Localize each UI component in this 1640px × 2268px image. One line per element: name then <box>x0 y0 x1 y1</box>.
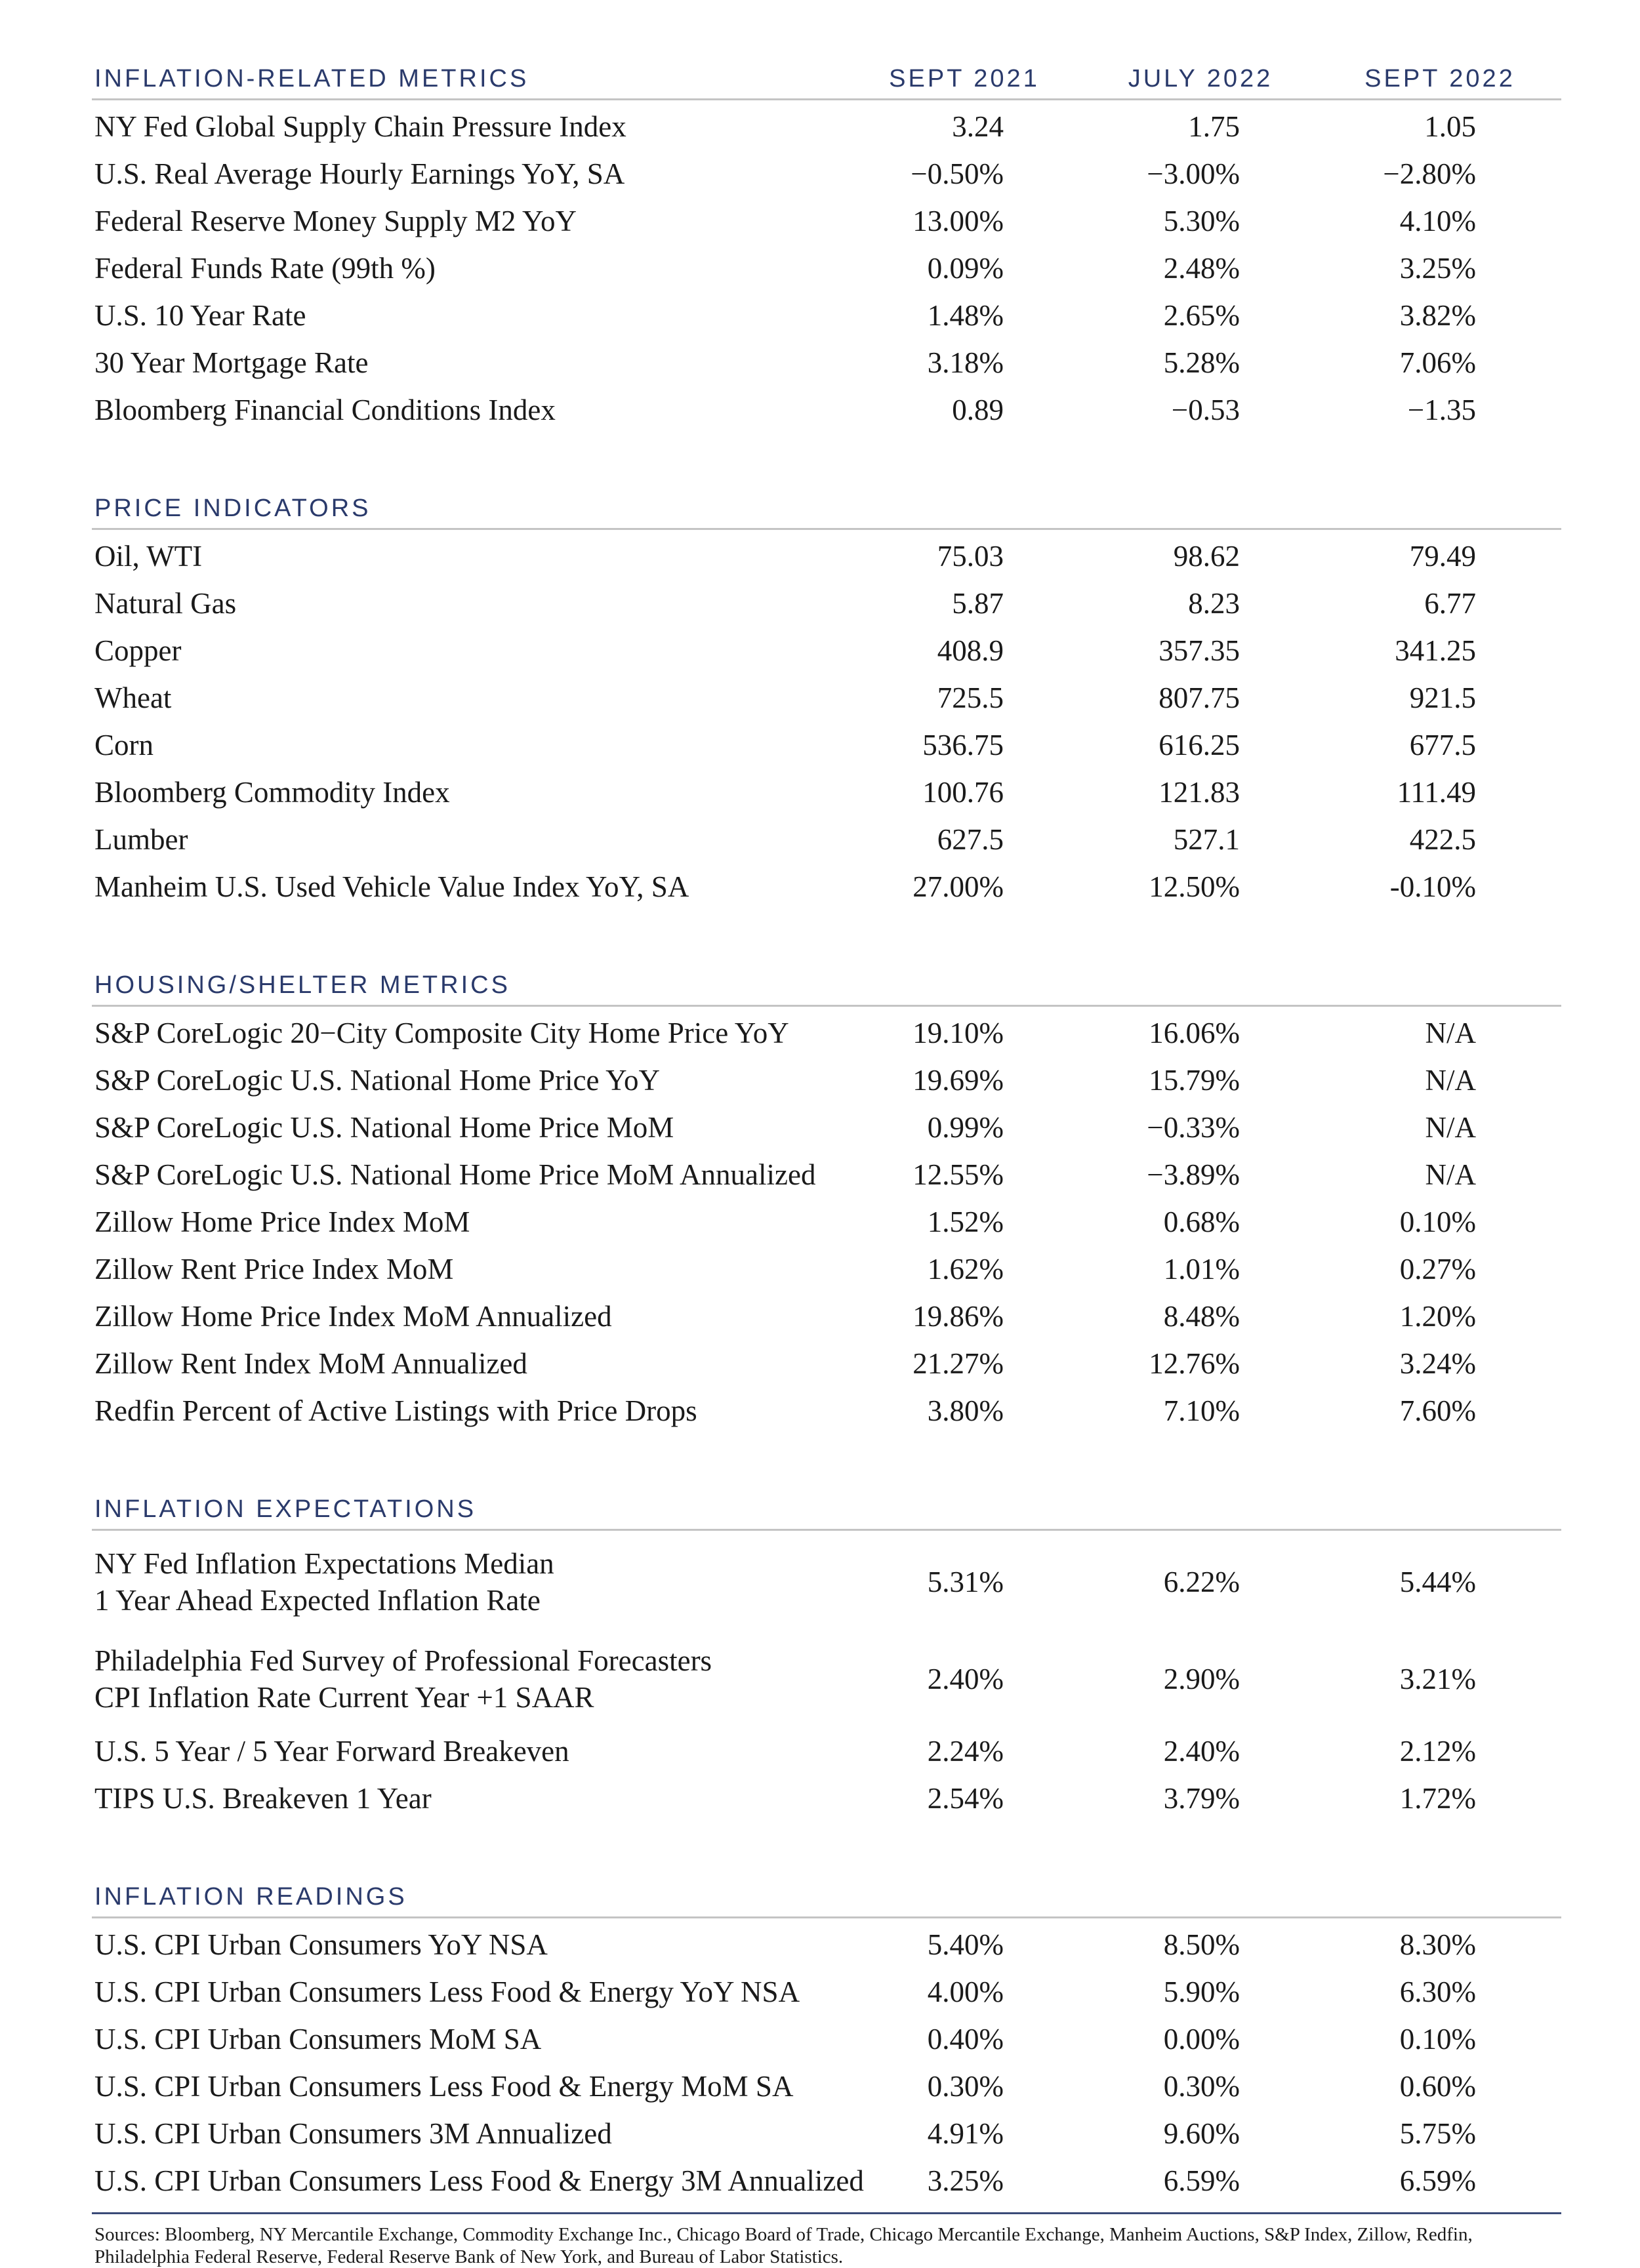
section-title: PRICE INDICATORS <box>94 495 371 522</box>
row-label: U.S. 10 Year Rate <box>94 299 306 332</box>
table-row <box>92 1245 1561 1293</box>
row-value: 2.48% <box>1163 252 1240 285</box>
table-row <box>92 1198 1561 1245</box>
table-section <box>92 910 1561 1434</box>
row-value: 2.90% <box>1163 1663 1240 1695</box>
row-value: −0.50% <box>911 157 1004 190</box>
row-value: 3.79% <box>1163 1782 1240 1815</box>
table-row <box>92 1775 1561 1822</box>
row-value: 527.1 <box>1173 823 1240 856</box>
row-label: U.S. CPI Urban Consumers 3M Annualized <box>94 2117 612 2150</box>
row-value: 6.30% <box>1399 1975 1476 2008</box>
table-row <box>92 1009 1561 1057</box>
row-value: 79.49 <box>1409 540 1476 573</box>
row-value: 627.5 <box>937 823 1004 856</box>
row-value: −0.53 <box>1171 394 1240 426</box>
row-value: 536.75 <box>922 729 1004 761</box>
sources-note: Sources: Bloomberg, NY Mercantile Exchange, Commodity Exchange Inc., Chicago Board of Trade, Chicago Mercantile Exchange, Manheim Auctions, S&P Index, Zillow, Redfin, Philadelphia Federal Reserve, Federal Reserve Bank of New York, and Bureau of Labor Statistics. <box>94 2224 1473 2267</box>
row-label: Bloomberg Financial Conditions Index <box>94 394 556 426</box>
row-value: 8.23 <box>1188 587 1240 620</box>
row-value: 3.80% <box>927 1394 1004 1427</box>
section-title: INFLATION-RELATED METRICS <box>94 65 529 92</box>
table-row <box>92 2110 1561 2157</box>
row-value: 12.55% <box>912 1158 1004 1191</box>
row-value: -0.10% <box>1389 870 1476 903</box>
section-header <box>92 952 1561 1007</box>
section-spacer <box>92 434 1561 476</box>
row-value: 0.27% <box>1399 1253 1476 1286</box>
row-value: 12.50% <box>1149 870 1240 903</box>
section-rows <box>92 1531 1561 1822</box>
row-value: 5.40% <box>927 1928 1004 1961</box>
row-value: 0.00% <box>1163 2023 1240 2055</box>
row-value: 3.24 <box>952 110 1004 143</box>
row-value: 19.10% <box>912 1017 1004 1049</box>
row-value: 15.79% <box>1149 1064 1240 1097</box>
row-label: U.S. CPI Urban Consumers YoY NSA <box>94 1928 548 1961</box>
row-value: 2.54% <box>927 1782 1004 1815</box>
row-value: 0.30% <box>927 2070 1004 2103</box>
row-value: 4.91% <box>927 2117 1004 2150</box>
row-value: 1.52% <box>927 1205 1004 1238</box>
row-value: 27.00% <box>912 870 1004 903</box>
row-value: 111.49 <box>1397 776 1476 809</box>
row-value: 3.25% <box>1399 252 1476 285</box>
row-value: 5.75% <box>1399 2117 1476 2150</box>
row-value: −3.89% <box>1147 1158 1240 1191</box>
section-title: INFLATION READINGS <box>94 1883 407 1911</box>
row-value: −0.33% <box>1147 1111 1240 1144</box>
row-label: U.S. CPI Urban Consumers Less Food & Energy YoY NSA <box>94 1975 800 2008</box>
row-value: 6.59% <box>1399 2164 1476 2197</box>
row-value: 121.83 <box>1158 776 1240 809</box>
row-label: 30 Year Mortgage Rate <box>94 346 369 379</box>
table-row <box>92 627 1561 674</box>
row-label: U.S. Real Average Hourly Earnings YoY, SA <box>94 157 625 190</box>
row-value: 5.44% <box>1399 1566 1476 1598</box>
row-value: 2.40% <box>927 1663 1004 1695</box>
row-value: 8.48% <box>1163 1300 1240 1333</box>
row-label: S&P CoreLogic U.S. National Home Price YoY <box>94 1064 661 1097</box>
row-value: 9.60% <box>1163 2117 1240 2150</box>
table-row <box>92 2015 1561 2063</box>
row-value: 5.28% <box>1163 346 1240 379</box>
row-value: 13.00% <box>912 205 1004 237</box>
section-rows <box>92 1007 1561 1434</box>
row-value: 0.09% <box>927 252 1004 285</box>
row-label: NY Fed Global Supply Chain Pressure Index <box>94 110 626 143</box>
table-row <box>92 1968 1561 2015</box>
table-row <box>92 1728 1561 1775</box>
table-row <box>92 721 1561 769</box>
section-header <box>92 1864 1561 1918</box>
bottom-rule <box>92 2212 1561 2214</box>
row-label: TIPS U.S. Breakeven 1 Year <box>94 1782 432 1815</box>
column-header: SEPT 2021 <box>889 65 1040 92</box>
row-value: 1.48% <box>927 299 1004 332</box>
section-rows <box>92 1918 1561 2204</box>
row-value: 16.06% <box>1149 1017 1240 1049</box>
table-row <box>92 1293 1561 1340</box>
row-value: 2.65% <box>1163 299 1240 332</box>
row-value: 98.62 <box>1173 540 1240 573</box>
row-value: 0.10% <box>1399 2023 1476 2055</box>
section-spacer <box>92 910 1561 952</box>
row-value: 6.77 <box>1424 587 1476 620</box>
row-value: 3.21% <box>1399 1663 1476 1695</box>
table-row <box>92 1151 1561 1198</box>
row-value: 6.22% <box>1163 1566 1240 1598</box>
row-label: Zillow Rent Price Index MoM <box>94 1253 454 1286</box>
row-value: 5.30% <box>1163 205 1240 237</box>
row-value: 422.5 <box>1409 823 1476 856</box>
row-value: 5.90% <box>1163 1975 1240 2008</box>
row-value: 0.40% <box>927 2023 1004 2055</box>
row-value: 2.24% <box>927 1735 1004 1768</box>
row-value: 21.27% <box>912 1347 1004 1380</box>
row-label: Bloomberg Commodity Index <box>94 776 450 809</box>
row-value: 0.89 <box>952 394 1004 426</box>
row-label: S&P CoreLogic 20−City Composite City Home Price YoY <box>94 1017 789 1049</box>
row-value: 0.99% <box>927 1111 1004 1144</box>
row-value: 1.20% <box>1399 1300 1476 1333</box>
metrics-table <box>92 46 1561 2268</box>
section-header <box>92 46 1561 100</box>
section-rows <box>92 530 1561 910</box>
column-header: SEPT 2022 <box>1364 65 1515 92</box>
row-value: 725.5 <box>937 681 1004 714</box>
table-row <box>92 2157 1561 2204</box>
row-value: 8.50% <box>1163 1928 1240 1961</box>
row-value: 7.60% <box>1399 1394 1476 1427</box>
row-value: 7.10% <box>1163 1394 1240 1427</box>
row-label: Philadelphia Fed Survey of Professional Forecasters CPI Inflation Rate Current Year +1 SAAR <box>94 1644 712 1714</box>
table-row <box>92 292 1561 339</box>
row-label: Wheat <box>94 681 172 714</box>
row-value: 100.76 <box>922 776 1004 809</box>
row-label: S&P CoreLogic U.S. National Home Price MoM <box>94 1111 674 1144</box>
row-value: −1.35 <box>1407 394 1476 426</box>
row-label: U.S. CPI Urban Consumers Less Food & Energy 3M Annualized <box>94 2164 864 2197</box>
section-header <box>92 476 1561 530</box>
row-value: 19.69% <box>912 1064 1004 1097</box>
row-label: Zillow Home Price Index MoM Annualized <box>94 1300 612 1333</box>
row-value: 2.12% <box>1399 1735 1476 1768</box>
section-title: INFLATION EXPECTATIONS <box>94 1495 477 1523</box>
row-label: S&P CoreLogic U.S. National Home Price MoM Annualized <box>94 1158 816 1191</box>
row-value: N/A <box>1425 1158 1476 1191</box>
table-row <box>92 150 1561 197</box>
row-value: 0.60% <box>1399 2070 1476 2103</box>
table-row <box>92 769 1561 816</box>
row-value: 8.30% <box>1399 1928 1476 1961</box>
row-value: 0.68% <box>1163 1205 1240 1238</box>
row-value: N/A <box>1425 1111 1476 1144</box>
row-label: Redfin Percent of Active Listings with Price Drops <box>94 1394 697 1427</box>
column-header: JULY 2022 <box>1128 65 1273 92</box>
row-value: 1.01% <box>1163 1253 1240 1286</box>
table-row <box>92 863 1561 910</box>
row-value: 1.75 <box>1188 110 1240 143</box>
row-label: Zillow Rent Index MoM Annualized <box>94 1347 527 1380</box>
row-value: 1.62% <box>927 1253 1004 1286</box>
table-section <box>92 46 1561 434</box>
table-row <box>92 1630 1561 1728</box>
section-spacer <box>92 1434 1561 1476</box>
row-value: 1.05 <box>1424 110 1476 143</box>
table-row <box>92 1057 1561 1104</box>
row-label: U.S. CPI Urban Consumers MoM SA <box>94 2023 542 2055</box>
row-value: 12.76% <box>1149 1347 1240 1380</box>
table-row <box>92 816 1561 863</box>
row-label: Federal Reserve Money Supply M2 YoY <box>94 205 577 237</box>
row-label: Copper <box>94 634 182 667</box>
table-row <box>92 533 1561 580</box>
row-value: N/A <box>1425 1017 1476 1049</box>
section-spacer <box>92 1822 1561 1864</box>
row-label: NY Fed Inflation Expectations Median 1 Year Ahead Expected Inflation Rate <box>94 1547 554 1617</box>
row-value: 6.59% <box>1163 2164 1240 2197</box>
row-value: 7.06% <box>1399 346 1476 379</box>
row-value: 3.24% <box>1399 1347 1476 1380</box>
row-value: 616.25 <box>1158 729 1240 761</box>
row-label: Zillow Home Price Index MoM <box>94 1205 470 1238</box>
table-row <box>92 1387 1561 1434</box>
row-label: Natural Gas <box>94 587 237 620</box>
section-rows <box>92 100 1561 434</box>
row-value: 2.40% <box>1163 1735 1240 1768</box>
row-label: Oil, WTI <box>94 540 203 573</box>
row-label: Corn <box>94 729 154 761</box>
row-label: U.S. 5 Year / 5 Year Forward Breakeven <box>94 1735 569 1768</box>
row-value: N/A <box>1425 1064 1476 1097</box>
row-label: Federal Funds Rate (99th %) <box>94 252 436 285</box>
table-row <box>92 1104 1561 1151</box>
row-value: 357.35 <box>1158 634 1240 667</box>
table-row <box>92 580 1561 627</box>
row-value: 807.75 <box>1158 681 1240 714</box>
table-row <box>92 674 1561 721</box>
section-title: HOUSING/SHELTER METRICS <box>94 971 510 999</box>
row-value: 4.00% <box>927 1975 1004 2008</box>
row-label: U.S. CPI Urban Consumers Less Food & Energy MoM SA <box>94 2070 794 2103</box>
table-row <box>92 197 1561 245</box>
table-row <box>92 1533 1561 1630</box>
row-value: 408.9 <box>937 634 1004 667</box>
table-section <box>92 434 1561 910</box>
row-value: 1.72% <box>1399 1782 1476 1815</box>
table-row <box>92 2063 1561 2110</box>
row-value: 921.5 <box>1409 681 1476 714</box>
row-label: Lumber <box>94 823 188 856</box>
row-value: 75.03 <box>937 540 1004 573</box>
row-value: 3.25% <box>927 2164 1004 2197</box>
table-row <box>92 386 1561 434</box>
row-value: 3.18% <box>927 346 1004 379</box>
table-section <box>92 1434 1561 1822</box>
row-value: 5.87 <box>952 587 1004 620</box>
table-row <box>92 1340 1561 1387</box>
table-row <box>92 103 1561 150</box>
section-header <box>92 1476 1561 1531</box>
row-value: −3.00% <box>1147 157 1240 190</box>
row-value: 0.10% <box>1399 1205 1476 1238</box>
row-value: 0.30% <box>1163 2070 1240 2103</box>
row-value: 341.25 <box>1395 634 1476 667</box>
table-row <box>92 245 1561 292</box>
table-row <box>92 1921 1561 1968</box>
row-value: 19.86% <box>912 1300 1004 1333</box>
row-label: Manheim U.S. Used Vehicle Value Index YoY, SA <box>94 870 689 903</box>
row-value: 677.5 <box>1409 729 1476 761</box>
row-value: 4.10% <box>1399 205 1476 237</box>
row-value: 3.82% <box>1399 299 1476 332</box>
row-value: 5.31% <box>927 1566 1004 1598</box>
table-section <box>92 1822 1561 2204</box>
row-value: −2.80% <box>1383 157 1476 190</box>
table-row <box>92 339 1561 386</box>
